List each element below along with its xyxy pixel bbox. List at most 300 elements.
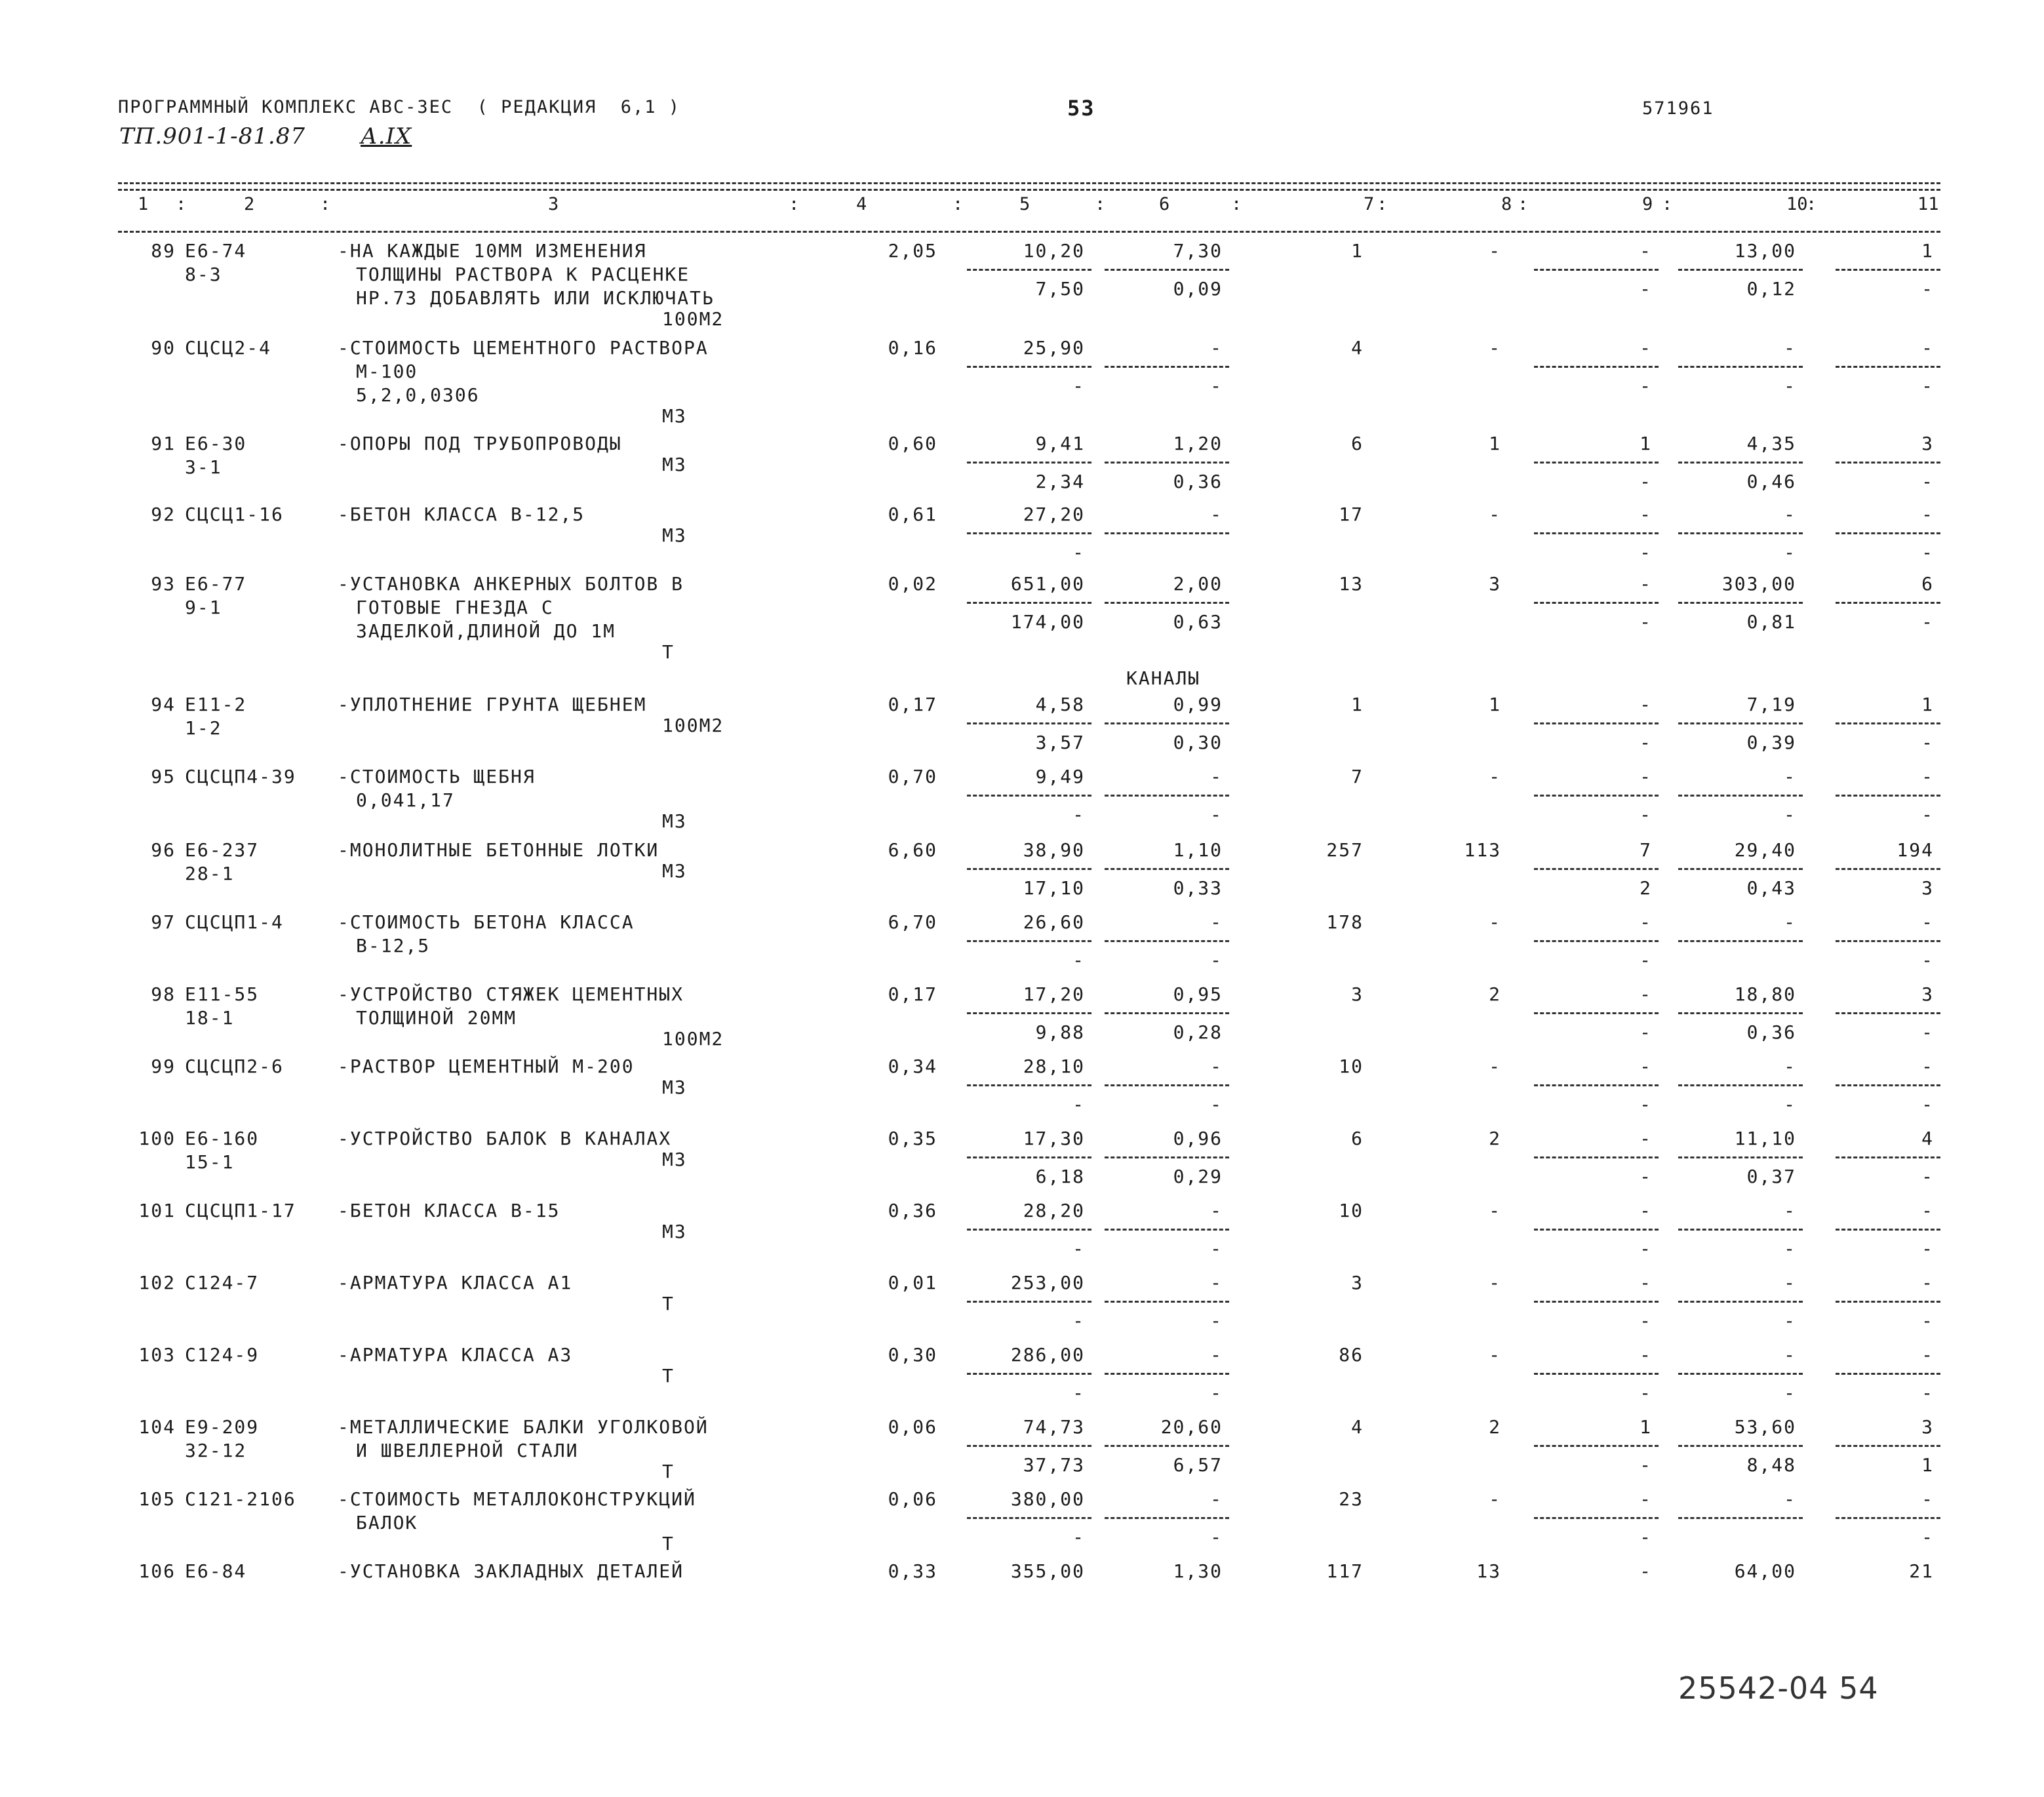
value-c5-unit: - [1072, 1094, 1085, 1115]
rate-code: СЦСЦП1-4 [185, 911, 284, 933]
value-c10-unit: 0,36 [1746, 1021, 1796, 1043]
wages-cost: 13 [1476, 1560, 1501, 1582]
value-c11: 3 [1921, 1416, 1934, 1438]
unit-of-measure: Т [662, 1461, 675, 1482]
value-c6: - [1210, 1488, 1223, 1510]
unit-of-measure: Т [662, 1365, 675, 1387]
total-cost: 257 [1326, 839, 1364, 861]
unit-of-measure: 100М2 [662, 1028, 724, 1050]
value-c10: 53,60 [1734, 1416, 1796, 1438]
cell-rule [1836, 1229, 1940, 1231]
work-description: -СТОИМОСТЬ ЩЕБНЯ [338, 766, 536, 787]
value-c9: - [1640, 766, 1652, 787]
cell-rule [1105, 868, 1229, 870]
wages-cost: - [1489, 766, 1501, 787]
column-separator: : [1377, 194, 1388, 214]
column-number: 2 [244, 194, 255, 214]
value-c6-unit: 0,29 [1173, 1166, 1223, 1187]
rate-code: СЦСЦП1-17 [185, 1200, 296, 1221]
value-c9: 1 [1640, 1416, 1652, 1438]
value-c5-unit: 37,73 [1023, 1454, 1085, 1476]
value-c9: 1 [1640, 433, 1652, 454]
cell-rule [1836, 462, 1940, 464]
cell-rule [1678, 1445, 1803, 1447]
value-c9-unit: - [1640, 471, 1652, 492]
cell-rule [967, 795, 1091, 797]
cell-rule [1105, 1084, 1229, 1086]
total-cost: 13 [1339, 573, 1364, 595]
quantity: 0,34 [888, 1056, 937, 1077]
value-c9-unit: - [1640, 1166, 1652, 1187]
value-c9-unit: 2 [1640, 877, 1652, 899]
rate-code: Е6-74 [185, 240, 247, 262]
wages-cost: 2 [1489, 983, 1501, 1005]
row-number: 105 [138, 1488, 176, 1510]
work-description: ГОТОВЫЕ ГНЕЗДА С [356, 597, 554, 618]
cell-rule [1534, 1445, 1659, 1447]
value-c9: - [1640, 240, 1652, 262]
work-description: ТОЛЩИНОЙ 20ММ [356, 1007, 517, 1029]
value-c6-unit: - [1210, 1526, 1223, 1548]
quantity: 0,61 [888, 504, 937, 525]
work-description: -БЕТОН КЛАССА В-15 [338, 1200, 560, 1221]
quantity: 0,17 [888, 983, 937, 1005]
wages-cost: - [1489, 240, 1501, 262]
cell-rule [967, 722, 1091, 724]
value-c10: - [1784, 504, 1796, 525]
value-c11-unit: - [1921, 542, 1934, 563]
unit-of-measure: 100М2 [662, 715, 724, 736]
value-c10: - [1784, 1200, 1796, 1221]
value-c5-unit: - [1072, 1382, 1085, 1404]
value-c10: 303,00 [1721, 573, 1796, 595]
work-description: ЗАДЕЛКОЙ,ДЛИНОЙ ДО 1М [356, 620, 616, 642]
cell-rule [1836, 1156, 1940, 1158]
work-description: -СТОИМОСТЬ МЕТАЛЛОКОНСТРУКЦИЙ [338, 1488, 696, 1510]
rate-code: С124-9 [185, 1344, 260, 1366]
work-description: -РАСТВОР ЦЕМЕНТНЫЙ М-200 [338, 1056, 635, 1077]
value-c9: - [1640, 694, 1652, 715]
work-description: 0,041,17 [356, 789, 455, 811]
value-c9: - [1640, 983, 1652, 1005]
value-c5: 10,20 [1023, 240, 1085, 262]
total-cost: 10 [1339, 1200, 1364, 1221]
total-cost: 7 [1351, 766, 1364, 787]
row-number: 94 [151, 694, 176, 715]
value-c5: 74,73 [1023, 1416, 1085, 1438]
row-number: 92 [151, 504, 176, 525]
rate-code: Е9-209 [185, 1416, 260, 1438]
value-c5-unit: 17,10 [1023, 877, 1085, 899]
quantity: 6,60 [888, 839, 937, 861]
cell-rule [967, 1301, 1091, 1303]
wages-cost: 3 [1489, 573, 1501, 595]
wages-cost: - [1489, 1272, 1501, 1293]
column-number: 7 [1364, 194, 1375, 214]
section-title: КАНАЛЫ [1126, 667, 1201, 689]
value-c5-unit: 3,57 [1035, 732, 1085, 753]
total-cost: 17 [1339, 504, 1364, 525]
value-c9: - [1640, 573, 1652, 595]
value-c9-unit: - [1640, 1454, 1652, 1476]
work-description: -МОНОЛИТНЫЕ БЕТОННЫЕ ЛОТКИ [338, 839, 659, 861]
value-c5: 38,90 [1023, 839, 1085, 861]
value-c6: - [1210, 911, 1223, 933]
cell-rule [1534, 1373, 1659, 1375]
cell-rule [967, 1229, 1091, 1231]
value-c11: - [1921, 911, 1934, 933]
table-header-rule [118, 231, 1940, 233]
work-description: -СТОИМОСТЬ БЕТОНА КЛАССА [338, 911, 635, 933]
column-number: 5 [1019, 194, 1031, 214]
cell-rule [1105, 532, 1229, 534]
cell-rule [1105, 1229, 1229, 1231]
value-c5-unit: - [1072, 949, 1085, 971]
row-number: 102 [138, 1272, 176, 1293]
cell-rule [1105, 1301, 1229, 1303]
unit-of-measure: 100М2 [662, 308, 724, 330]
row-number: 99 [151, 1056, 176, 1077]
rate-code: Е6-160 [185, 1128, 260, 1149]
value-c10: - [1784, 1056, 1796, 1077]
quantity: 2,05 [888, 240, 937, 262]
wages-cost: - [1489, 1488, 1501, 1510]
cell-rule [1678, 1229, 1803, 1231]
row-number: 106 [138, 1560, 176, 1582]
cell-rule [967, 1517, 1091, 1519]
cell-rule [1534, 940, 1659, 942]
cell-rule [967, 1012, 1091, 1014]
value-c11: - [1921, 1200, 1934, 1221]
wages-cost: - [1489, 1200, 1501, 1221]
wages-cost: - [1489, 1056, 1501, 1077]
column-number: 6 [1159, 194, 1170, 214]
value-c10-unit: 0,81 [1746, 611, 1796, 633]
value-c5: 27,20 [1023, 504, 1085, 525]
rate-code: 3-1 [185, 456, 222, 478]
value-c11-unit: - [1921, 1021, 1934, 1043]
value-c11-unit: - [1921, 732, 1934, 753]
value-c5-unit: - [1072, 1526, 1085, 1548]
value-c9-unit: - [1640, 1310, 1652, 1332]
work-description: -УПЛОТНЕНИЕ ГРУНТА ЩЕБНЕМ [338, 694, 647, 715]
unit-of-measure: М3 [662, 1076, 687, 1098]
total-cost: 4 [1351, 337, 1364, 359]
cell-rule [1105, 1517, 1229, 1519]
unit-of-measure: Т [662, 1293, 675, 1314]
value-c11: 21 [1909, 1560, 1934, 1582]
rate-code: 1-2 [185, 717, 222, 739]
value-c9-unit: - [1640, 1021, 1652, 1043]
cell-rule [1105, 1012, 1229, 1014]
column-separator: : [1806, 194, 1817, 214]
work-description: -ОПОРЫ ПОД ТРУБОПРОВОДЫ [338, 433, 622, 454]
row-number: 100 [138, 1128, 176, 1149]
value-c5: 9,41 [1035, 433, 1085, 454]
table-top-rule [118, 182, 1940, 184]
total-cost: 6 [1351, 433, 1364, 454]
value-c11: - [1921, 504, 1934, 525]
value-c6: - [1210, 1056, 1223, 1077]
quantity: 0,17 [888, 694, 937, 715]
unit-of-measure: М3 [662, 524, 687, 546]
work-description: В-12,5 [356, 935, 431, 957]
row-number: 96 [151, 839, 176, 861]
cell-rule [1678, 1517, 1803, 1519]
quantity: 0,35 [888, 1128, 937, 1149]
value-c5-unit: 174,00 [1010, 611, 1085, 633]
unit-of-measure: Т [662, 641, 675, 663]
value-c11: 3 [1921, 433, 1934, 454]
quantity: 0,02 [888, 573, 937, 595]
value-c6: 0,95 [1173, 983, 1223, 1005]
unit-of-measure: М3 [662, 860, 687, 882]
cell-rule [1836, 366, 1940, 368]
value-c5-unit: 6,18 [1035, 1166, 1085, 1187]
total-cost: 1 [1351, 240, 1364, 262]
row-number: 97 [151, 911, 176, 933]
rate-code: 8-3 [185, 264, 222, 285]
column-separator: : [789, 194, 800, 214]
value-c6: 1,20 [1173, 433, 1223, 454]
cell-rule [967, 868, 1091, 870]
quantity: 0,16 [888, 337, 937, 359]
cell-rule [1836, 1084, 1940, 1086]
value-c6-unit: 0,28 [1173, 1021, 1223, 1043]
cell-rule [1534, 722, 1659, 724]
row-number: 93 [151, 573, 176, 595]
cell-rule [1836, 532, 1940, 534]
column-separator: : [176, 194, 187, 214]
wages-cost: - [1489, 337, 1501, 359]
cell-rule [1534, 868, 1659, 870]
work-description: М-100 [356, 361, 418, 382]
value-c5-unit: - [1072, 804, 1085, 825]
value-c10: 7,19 [1746, 694, 1796, 715]
cell-rule [1534, 1517, 1659, 1519]
value-c11-unit: - [1921, 278, 1934, 300]
value-c10: 64,00 [1734, 1560, 1796, 1582]
total-cost: 3 [1351, 1272, 1364, 1293]
work-description: -УСТАНОВКА АНКЕРНЫХ БОЛТОВ В [338, 573, 684, 595]
value-c6-unit: 0,33 [1173, 877, 1223, 899]
unit-of-measure: М3 [662, 405, 687, 427]
value-c6: - [1210, 337, 1223, 359]
value-c11-unit: - [1921, 611, 1934, 633]
value-c10: - [1784, 1344, 1796, 1366]
cell-rule [1105, 1445, 1229, 1447]
cell-rule [1836, 868, 1940, 870]
rate-code: 9-1 [185, 597, 222, 618]
value-c10-unit: - [1784, 1310, 1796, 1332]
wages-cost: 2 [1489, 1128, 1501, 1149]
cell-rule [1678, 1012, 1803, 1014]
total-cost: 4 [1351, 1416, 1364, 1438]
cell-rule [1678, 602, 1803, 604]
total-cost: 178 [1326, 911, 1364, 933]
value-c6: 1,30 [1173, 1560, 1223, 1582]
quantity: 0,33 [888, 1560, 937, 1582]
value-c11: - [1921, 1344, 1934, 1366]
total-cost: 23 [1339, 1488, 1364, 1510]
cell-rule [1105, 795, 1229, 797]
cell-rule [1534, 462, 1659, 464]
value-c6-unit: 0,36 [1173, 471, 1223, 492]
cell-rule [1836, 269, 1940, 271]
value-c10-unit: 0,12 [1746, 278, 1796, 300]
value-c6-unit: 0,09 [1173, 278, 1223, 300]
value-c11: 1 [1921, 240, 1934, 262]
value-c6: - [1210, 766, 1223, 787]
value-c6: - [1210, 504, 1223, 525]
work-description: -МЕТАЛЛИЧЕСКИЕ БАЛКИ УГОЛКОВОЙ [338, 1416, 709, 1438]
value-c9: 7 [1640, 839, 1652, 861]
value-c5: 380,00 [1010, 1488, 1085, 1510]
column-number: 10 [1786, 194, 1808, 214]
value-c11: - [1921, 337, 1934, 359]
cell-rule [1105, 366, 1229, 368]
value-c5-unit: 7,50 [1035, 278, 1085, 300]
value-c9-unit: - [1640, 611, 1652, 633]
album-label: А.IX [361, 123, 412, 149]
value-c9-unit: - [1640, 278, 1652, 300]
value-c11-unit: - [1921, 1094, 1934, 1115]
unit-of-measure: М3 [662, 1149, 687, 1170]
cell-rule [1678, 532, 1803, 534]
value-c6: 0,99 [1173, 694, 1223, 715]
wages-cost: 1 [1489, 433, 1501, 454]
cell-rule [967, 1156, 1091, 1158]
value-c10-unit: 0,46 [1746, 471, 1796, 492]
work-description: -НА КАЖДЫЕ 10ММ ИЗМЕНЕНИЯ [338, 240, 647, 262]
value-c9-unit: - [1640, 804, 1652, 825]
cell-rule [1678, 722, 1803, 724]
value-c11-unit: - [1921, 1166, 1934, 1187]
row-number: 95 [151, 766, 176, 787]
cell-rule [1534, 532, 1659, 534]
cell-rule [967, 366, 1091, 368]
cell-rule [967, 602, 1091, 604]
value-c5-unit: 2,34 [1035, 471, 1085, 492]
value-c10: 29,40 [1734, 839, 1796, 861]
value-c10: 13,00 [1734, 240, 1796, 262]
value-c10-unit: - [1784, 542, 1796, 563]
row-number: 104 [138, 1416, 176, 1438]
value-c11-unit: - [1921, 1526, 1934, 1548]
value-c5-unit: 9,88 [1035, 1021, 1085, 1043]
cell-rule [1836, 1517, 1940, 1519]
rate-code: Е6-237 [185, 839, 260, 861]
total-cost: 6 [1351, 1128, 1364, 1149]
work-description: НР.73 ДОБАВЛЯТЬ ИЛИ ИСКЛЮЧАТЬ [356, 287, 715, 309]
work-description: -УСТРОЙСТВО БАЛОК В КАНАЛАХ [338, 1128, 672, 1149]
value-c10: - [1784, 337, 1796, 359]
cell-rule [967, 462, 1091, 464]
cell-rule [1105, 940, 1229, 942]
cell-rule [1836, 940, 1940, 942]
cell-rule [1678, 269, 1803, 271]
cell-rule [1105, 602, 1229, 604]
value-c9-unit: - [1640, 375, 1652, 397]
value-c9: - [1640, 1200, 1652, 1221]
value-c10: - [1784, 1488, 1796, 1510]
cell-rule [1534, 1301, 1659, 1303]
row-number: 101 [138, 1200, 176, 1221]
value-c11-unit: 1 [1921, 1454, 1934, 1476]
value-c10-unit: 0,39 [1746, 732, 1796, 753]
column-separator: : [320, 194, 331, 214]
rate-code: Е6-84 [185, 1560, 247, 1582]
total-cost: 10 [1339, 1056, 1364, 1077]
cell-rule [1534, 269, 1659, 271]
quantity: 6,70 [888, 911, 937, 933]
cell-rule [1534, 795, 1659, 797]
value-c6-unit: - [1210, 1310, 1223, 1332]
rate-code: Е6-77 [185, 573, 247, 595]
value-c6: 20,60 [1160, 1416, 1223, 1438]
value-c11-unit: - [1921, 1382, 1934, 1404]
value-c10: - [1784, 1272, 1796, 1293]
cell-rule [967, 1084, 1091, 1086]
rate-code: Е11-2 [185, 694, 247, 715]
value-c5: 26,60 [1023, 911, 1085, 933]
cell-rule [1836, 1445, 1940, 1447]
value-c5: 28,20 [1023, 1200, 1085, 1221]
value-c6: 7,30 [1173, 240, 1223, 262]
value-c11: 194 [1897, 839, 1934, 861]
wages-cost: - [1489, 911, 1501, 933]
column-number: 3 [548, 194, 559, 214]
unit-of-measure: М3 [662, 454, 687, 475]
value-c6-unit: - [1210, 375, 1223, 397]
archive-stamp: 25542-04 54 [1678, 1670, 1879, 1706]
unit-of-measure: Т [662, 1533, 675, 1554]
wages-cost: - [1489, 1344, 1501, 1366]
cell-rule [1534, 1084, 1659, 1086]
value-c9: - [1640, 1488, 1652, 1510]
value-c9-unit: - [1640, 1526, 1652, 1548]
work-description: -УСТАНОВКА ЗАКЛАДНЫХ ДЕТАЛЕЙ [338, 1560, 684, 1582]
cell-rule [1534, 1012, 1659, 1014]
rate-code: 18-1 [185, 1007, 235, 1029]
value-c6: - [1210, 1344, 1223, 1366]
quantity: 0,36 [888, 1200, 937, 1221]
value-c9: - [1640, 1272, 1652, 1293]
wages-cost: 1 [1489, 694, 1501, 715]
column-number: 8 [1501, 194, 1512, 214]
value-c9: - [1640, 911, 1652, 933]
unit-of-measure: М3 [662, 810, 687, 832]
quantity: 0,30 [888, 1344, 937, 1366]
rate-code: Е11-55 [185, 983, 260, 1005]
value-c11: - [1921, 766, 1934, 787]
cell-rule [1836, 795, 1940, 797]
value-c11-unit: - [1921, 804, 1934, 825]
value-c10-unit: 0,37 [1746, 1166, 1796, 1187]
value-c9-unit: - [1640, 1094, 1652, 1115]
value-c11: - [1921, 1272, 1934, 1293]
value-c5: 651,00 [1010, 573, 1085, 595]
value-c5: 4,58 [1035, 694, 1085, 715]
value-c10: 18,80 [1734, 983, 1796, 1005]
wages-cost: - [1489, 504, 1501, 525]
value-c6: 0,96 [1173, 1128, 1223, 1149]
row-number: 98 [151, 983, 176, 1005]
work-description: БАЛОК [356, 1512, 418, 1533]
table-top-rule-2 [118, 189, 1940, 191]
cell-rule [1836, 1012, 1940, 1014]
program-header: ПРОГРАММНЫЙ КОМПЛЕКС АВС-ЗЕС ( РЕДАКЦИЯ 6,1 ) [118, 97, 681, 117]
